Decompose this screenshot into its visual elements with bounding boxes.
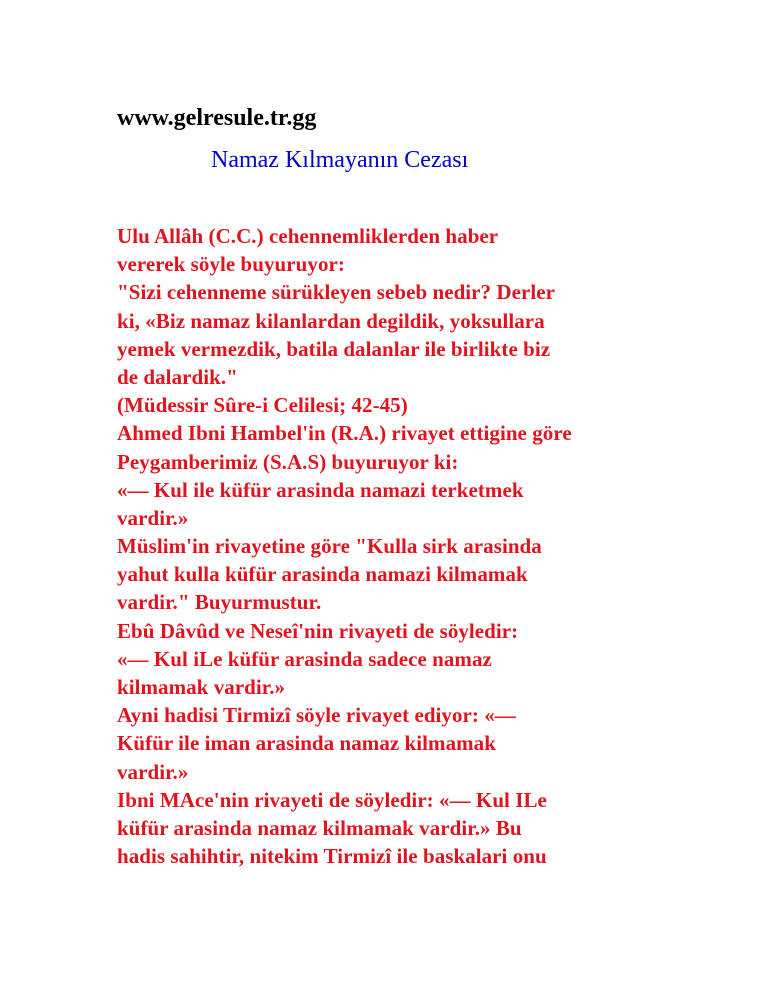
site-url: www.gelresule.tr.gg (117, 105, 317, 131)
body-line: küfür arasinda namaz kilmamak vardir.» Bu (117, 815, 522, 840)
body-line: "Sizi cehenneme sürükleyen sebeb nedir? Derler (117, 280, 555, 305)
body-line: kilmamak vardir.» (117, 675, 286, 699)
body-text (117, 222, 677, 870)
body-line: «— Kul iLe küfür arasinda sadece namaz (117, 646, 492, 671)
page-title: Namaz Kılmayanın Cezası (211, 147, 469, 173)
body-line: Küfür ile iman arasinda namaz kilmamak (117, 731, 496, 756)
body-line: Peygamberimiz (S.A.S) buyuruyor ki: (117, 449, 459, 474)
body-line: ki, «Biz namaz kilanlardan degildik, yoksullara (117, 308, 545, 333)
body-line: yemek vermezdik, batila dalanlar ile birlikte biz (117, 336, 551, 361)
body-line: Müslim'in rivayetine göre "Kulla sirk arasinda (117, 534, 542, 559)
body-line: vardir." Buyurmustur. (117, 590, 322, 615)
body-line: Ahmed Ibni Hambel'in (R.A.) rivayet ettigine göre (117, 421, 572, 446)
body-line: Ayni hadisi Tirmizî söyle rivayet ediyor: «— (117, 703, 516, 728)
body-line: yahut kulla küfür arasinda namazi kilmamak (117, 562, 528, 587)
body-line: «— Kul ile küfür arasinda namazi terketmek (117, 477, 524, 502)
body-line: hadis sahihtir, nitekim Tirmizî ile baskalari onu (117, 844, 547, 869)
body-line: Ebû Dâvûd ve Neseî'nin rivayeti de söyledir: (117, 618, 519, 643)
body-line: vererek söyle buyuruyor: (117, 252, 345, 277)
body-line: de dalardik." (117, 364, 238, 389)
body-line: Ibni MAce'nin rivayeti de söyledir: «— Kul ILe (117, 787, 547, 812)
body-line: vardir.» (117, 505, 189, 530)
body-line: Ulu Allâh (C.C.) cehennemliklerden haber (117, 224, 499, 248)
body-line: (Müdessir Sûre-i Celilesi; 42-45) (117, 393, 408, 418)
body-line: vardir.» (117, 759, 189, 784)
